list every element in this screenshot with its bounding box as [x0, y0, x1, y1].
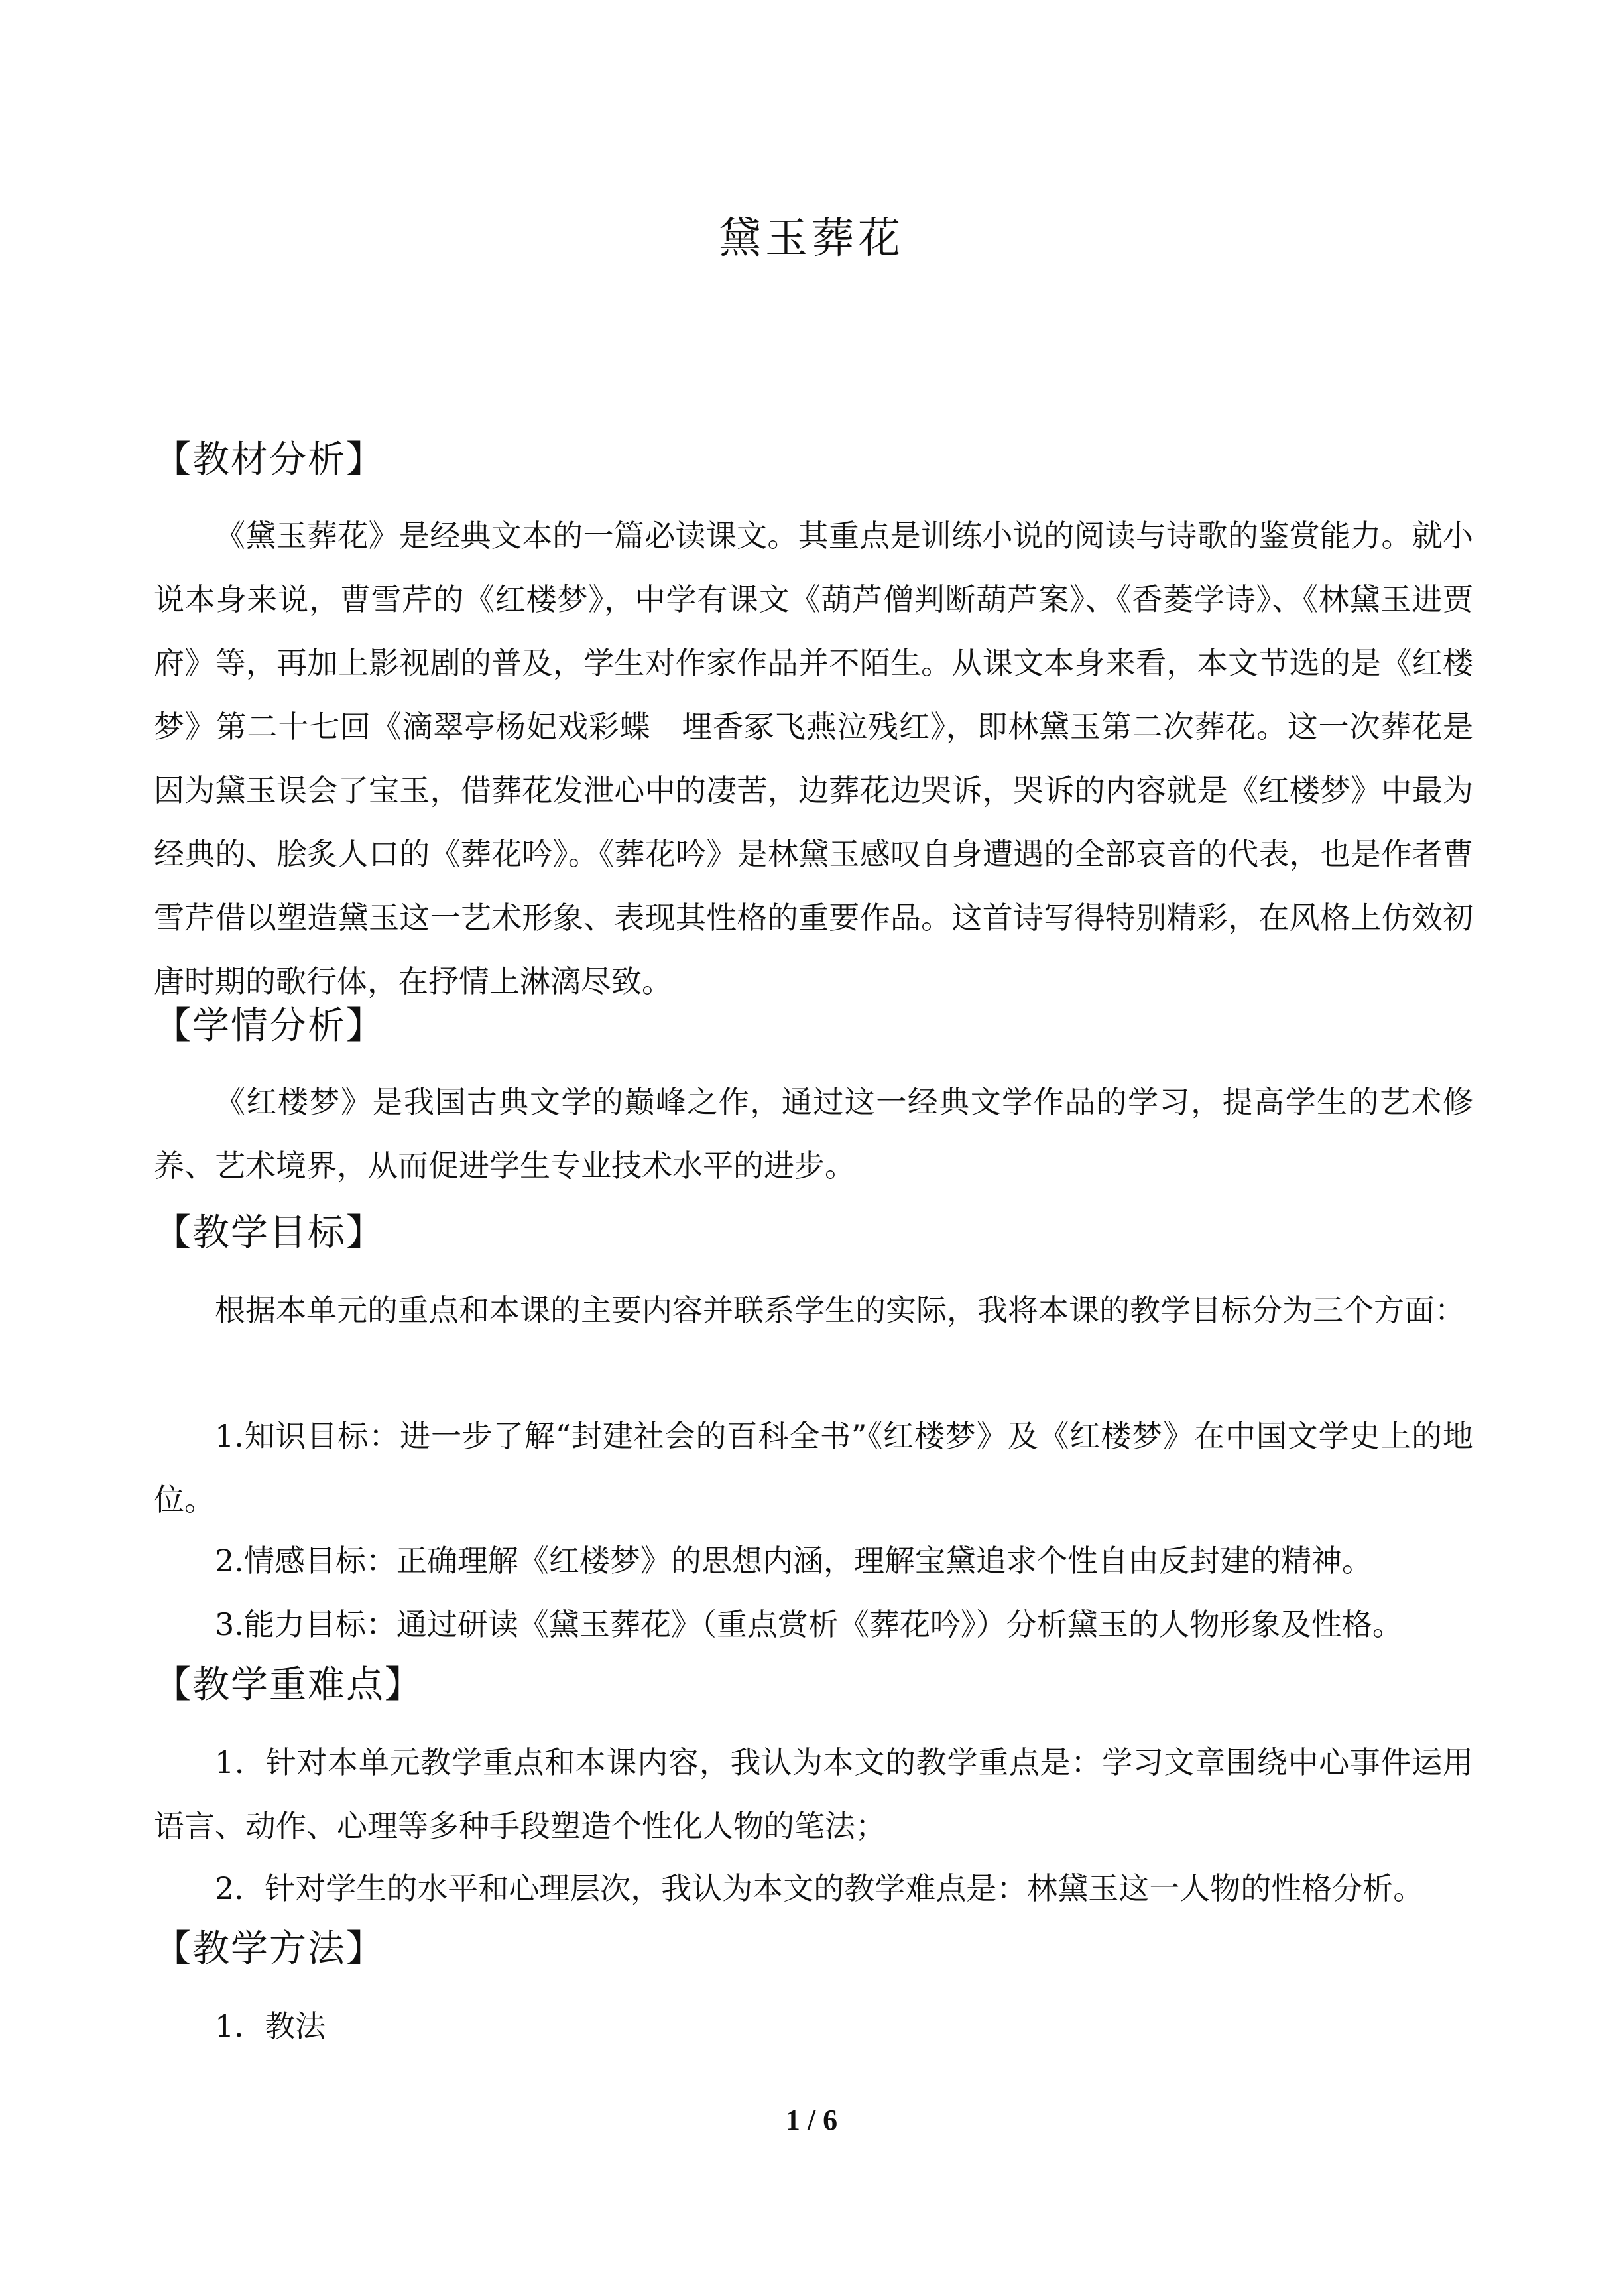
- section-heading-teaching-objectives: 【教学目标】: [154, 1211, 385, 1254]
- paragraph-student-analysis: 《红楼梦》是我国古典文学的巅峰之作，通过这一经典文学作品的学习，提高学生的艺术修养、艺术境界，从而促进学生专业技术水平的进步。: [154, 1084, 1473, 1183]
- section-heading-key-difficult-points: 【教学重难点】: [154, 1663, 423, 1707]
- paragraph-textbook-analysis: 《黛玉葬花》是经典文本的一篇必读课文。其重点是训练小说的阅读与诗歌的鉴赏能力。就小说本身来说，曹雪芹的《红楼梦》，中学有课文《葫芦僧判断葫芦案》、《香菱学诗》、《林黛玉进贾府》等，再加上影视剧的普及，学生对作家作品并不陌生。从课文本身来看，本文节选的是《红楼梦》第二十七回《滴翠亭杨妃戏彩蝶 埋香冢飞燕泣残红》，即林黛玉第二次葬花。这一次葬花是因为黛玉误会了宝玉，借葬花发泄心中的凄苦，边葬花边哭诉，哭诉的内容就是《红楼梦》中最为经典的、脍炙人口的《葬花吟》。《葬花吟》是林黛玉感叹自身遭遇的全部哀音的代表，也是作者曹雪芹借以塑造黛玉这一艺术形象、表现其性格的重要作品。这首诗写得特别精彩，在风格上仿效初唐时期的歌行体，在抒情上淋漓尽致。: [154, 518, 1473, 999]
- paragraph-objective-knowledge: 1.知识目标：进一步了解“封建社会的百科全书”《红楼梦》及《红楼梦》在中国文学史上的地位。: [154, 1418, 1473, 1518]
- section-heading-textbook-analysis: 【教材分析】: [154, 438, 385, 481]
- paragraph-objectives-intro: 根据本单元的重点和本课的主要内容并联系学生的实际，我将本课的教学目标分为三个方面：: [215, 1292, 1465, 1328]
- paragraph-objective-emotion: 2.情感目标：正确理解《红楼梦》的思想内涵，理解宝黛追求个性自由反封建的精神。: [215, 1543, 1372, 1579]
- paragraph-teaching-method-1: 1．教法: [215, 2008, 326, 2044]
- paragraph-objective-ability: 3.能力目标：通过研读《黛玉葬花》（重点赏析《葬花吟》）分析黛玉的人物形象及性格。: [215, 1606, 1403, 1642]
- document-title: 黛玉葬花: [719, 214, 904, 263]
- section-heading-teaching-methods: 【教学方法】: [154, 1927, 385, 1970]
- section-heading-student-analysis: 【学情分析】: [154, 1004, 385, 1048]
- paragraph-key-point: 1．针对本单元教学重点和本课内容，我认为本文的教学重点是：学习文章围绕中心事件运用语言、动作、心理等多种手段塑造个性化人物的笔法；: [154, 1744, 1473, 1844]
- page-number: 1 / 6: [785, 2104, 838, 2136]
- paragraph-difficult-point: 2．针对学生的水平和心理层次，我认为本文的教学难点是：林黛玉这一人物的性格分析。: [215, 1870, 1424, 1906]
